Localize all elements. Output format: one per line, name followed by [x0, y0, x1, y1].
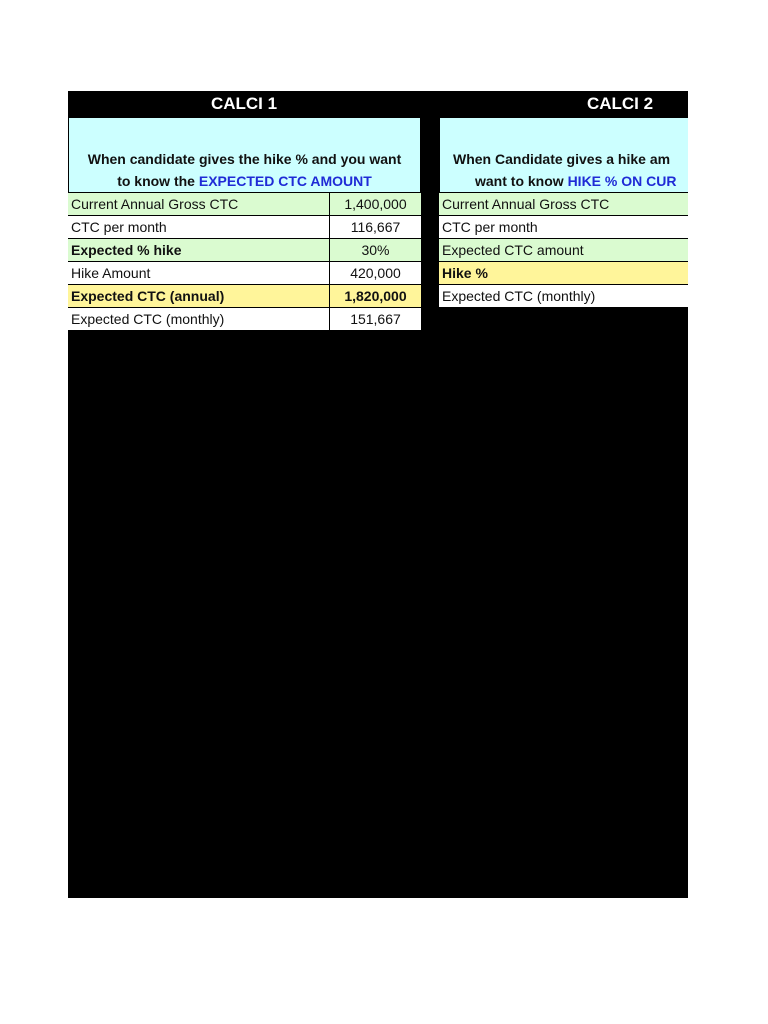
row-label: Current Annual Gross CTC — [68, 193, 330, 215]
calci1-desc-prefix: to know the — [117, 173, 199, 189]
calci2-title: CALCI 2 — [586, 94, 654, 113]
expected-hike-input[interactable]: 30% — [361, 242, 390, 258]
calci2-desc-highlight: HIKE % ON CUR — [567, 173, 677, 189]
row-label: Expected CTC amount — [439, 239, 688, 261]
row-value: 116,667 — [350, 219, 401, 235]
row-label: Hike Amount — [68, 262, 330, 284]
calci2-desc-prefix: want to know — [475, 173, 568, 189]
calci1-row-expected-hike — [68, 239, 421, 262]
calci1-row-current-ctc — [68, 193, 421, 216]
row-value: 151,667 — [350, 311, 401, 327]
calci1-desc-highlight: EXPECTED CTC AMOUNT — [198, 173, 372, 189]
calci1-description — [68, 117, 421, 193]
calci2-desc-line2 — [453, 170, 688, 192]
row-label: Expected CTC (monthly) — [68, 308, 330, 330]
calci1-row-ctc-month — [68, 216, 421, 239]
row-label: Expected CTC (annual) — [68, 285, 330, 307]
calci1-row-hike-amount — [68, 262, 421, 285]
calci1-title: CALCI 1 — [210, 94, 278, 113]
calci2-description — [439, 117, 688, 193]
row-label: Expected CTC (monthly) — [439, 285, 688, 307]
current-ctc-input[interactable]: 1,400,000 — [344, 196, 407, 212]
calci1-panel — [68, 117, 421, 331]
row-label: Expected % hike — [68, 239, 330, 261]
row-label: Hike % — [439, 262, 688, 284]
row-label: CTC per month — [439, 216, 688, 238]
row-value: 1,820,000 — [344, 288, 407, 304]
calci2-panel — [439, 117, 688, 308]
calci2-row-ctc-month — [439, 216, 688, 239]
calci2-row-current-ctc — [439, 193, 688, 216]
calci1-desc-line1: When candidate gives the hike % and you want — [87, 151, 402, 167]
row-label: CTC per month — [68, 216, 330, 238]
calci2-row-expected-amount — [439, 239, 688, 262]
calci1-desc-line2 — [69, 170, 420, 192]
calci1-row-expected-annual — [68, 285, 421, 308]
spreadsheet-area — [68, 91, 688, 898]
row-label: Current Annual Gross CTC — [439, 193, 688, 215]
calci1-row-expected-monthly — [68, 308, 421, 331]
calci2-row-hike-percent — [439, 262, 688, 285]
calci2-desc-line1: When Candidate gives a hike am — [453, 151, 671, 167]
row-value: 420,000 — [350, 265, 401, 281]
calci2-row-expected-monthly — [439, 285, 688, 308]
